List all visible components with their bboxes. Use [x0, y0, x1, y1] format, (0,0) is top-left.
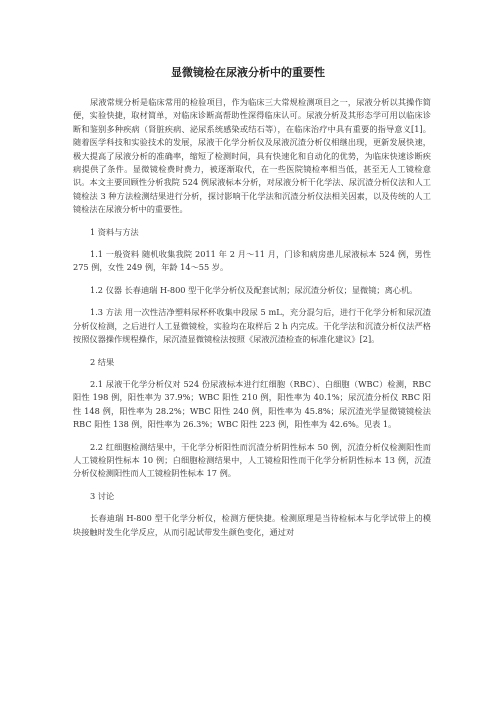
- intro-paragraph: 尿液常规分析是临床常用的检验项目，作为临床三大常规检测项目之一，尿液分析以其操作简便，实验快捷，取材简单，对临床诊断高帮助性深得临床认可。尿液分析及其形态学可用以临床诊断和鉴别多种疾病（肾脏疾病、泌尿系统感染或结石等），在临床治疗中具有重要的指导意义[1]。随着医学科技和实验技术的发展，尿液干化学分析仪及尿液沉渣分析仪相继出现，更新发展快速，极大提高了尿液分析的准确率，缩短了检测时间，具有快速化和自动化的优势，为临床快速诊断疾病提供了条件。显微镜检费时费力，被逐渐取代，在一些医院镜检率相当低，甚至无人工镜检意识。本文主要回顾性分析我院 524 例尿液标本分析，对尿液分析干化学法、尿沉渣分析仪法和人工镜检法 3 种方法检测结果进行分析，探讨影响干化学法和沉渣分析仪法相关因素，以及传统的人工镜检法在尿液分析中的重要性。: [73, 97, 431, 215]
- document-title: 显微镜检在尿液分析中的重要性: [171, 66, 325, 79]
- paragraph-instruments: 1.2 仪器 长春迪瑞 H-800 型干化学分析仪及配套试剂；尿沉渣分析仪；显微镜；离心机。: [90, 284, 418, 295]
- section-heading-methods: 1 资料与方法: [90, 226, 139, 237]
- section-heading-results: 2 结果: [90, 356, 115, 367]
- paragraph-methods: 1.3 方法 用一次性洁净塑料尿杯杯收集中段尿 5 mL，充分混匀后，进行干化学分析和尿沉渣分析仪检测，之后进行人工显微镜检，实验均在取样后 2 h 内完成。干化学法和沉渣分析仪法严格按照仪器操作规程操作，尿沉渣显微镜检法按照《尿液沉渣检查的标准化建议》[2]。: [73, 307, 431, 345]
- document-body: [73, 96, 431, 548]
- paragraph-results-1: 2.1 尿液干化学分析仪对 524 份尿液标本进行红细胞（RBC）、白细胞（WBC）检测，RBC 阳性 198 例，阳性率为 37.9%；WBC 阳性 210 例，阳性率为 40.1%；尿沉渣分析仪 RBC 阳性 148 例，阳性率为 28.2%；WBC 阳性 240 例，阳性率为 45.8%；尿沉渣光学显微镜镜检法 RBC 阳性 138 例，阳性率为 26.3%；WBC 阳性 223 例，阳性率为 42.6%。见表 1。: [73, 378, 431, 430]
- paragraph-discussion: 长春迪瑞 H-800 型干化学分析仪，检测方便快捷。检测原理是当待检标本与化学试带上的模块接触时发生化学反应，从而引起试带发生颜色变化，通过对: [73, 513, 431, 537]
- paragraph-general-data: 1.1 一般资料 随机收集我院 2011 年 2 月～11 月，门诊和病房患儿尿液标本 524 例，男性 275 例，女性 249 例，年龄 14～55 岁。: [73, 249, 431, 273]
- paragraph-results-2: 2.2 红细胞检测结果中，干化学分析阳性而沉渣分析阴性标本 50 例，沉渣分析仪检测阳性而人工镜检阴性标本 10 例；白细胞检测结果中，人工镜检阳性而干化学分析阴性标本 13 例，沉渣分析仪检测阳性而人工镜检阴性标本 17 例。: [73, 441, 431, 479]
- section-heading-discussion: 3 讨论: [90, 490, 115, 501]
